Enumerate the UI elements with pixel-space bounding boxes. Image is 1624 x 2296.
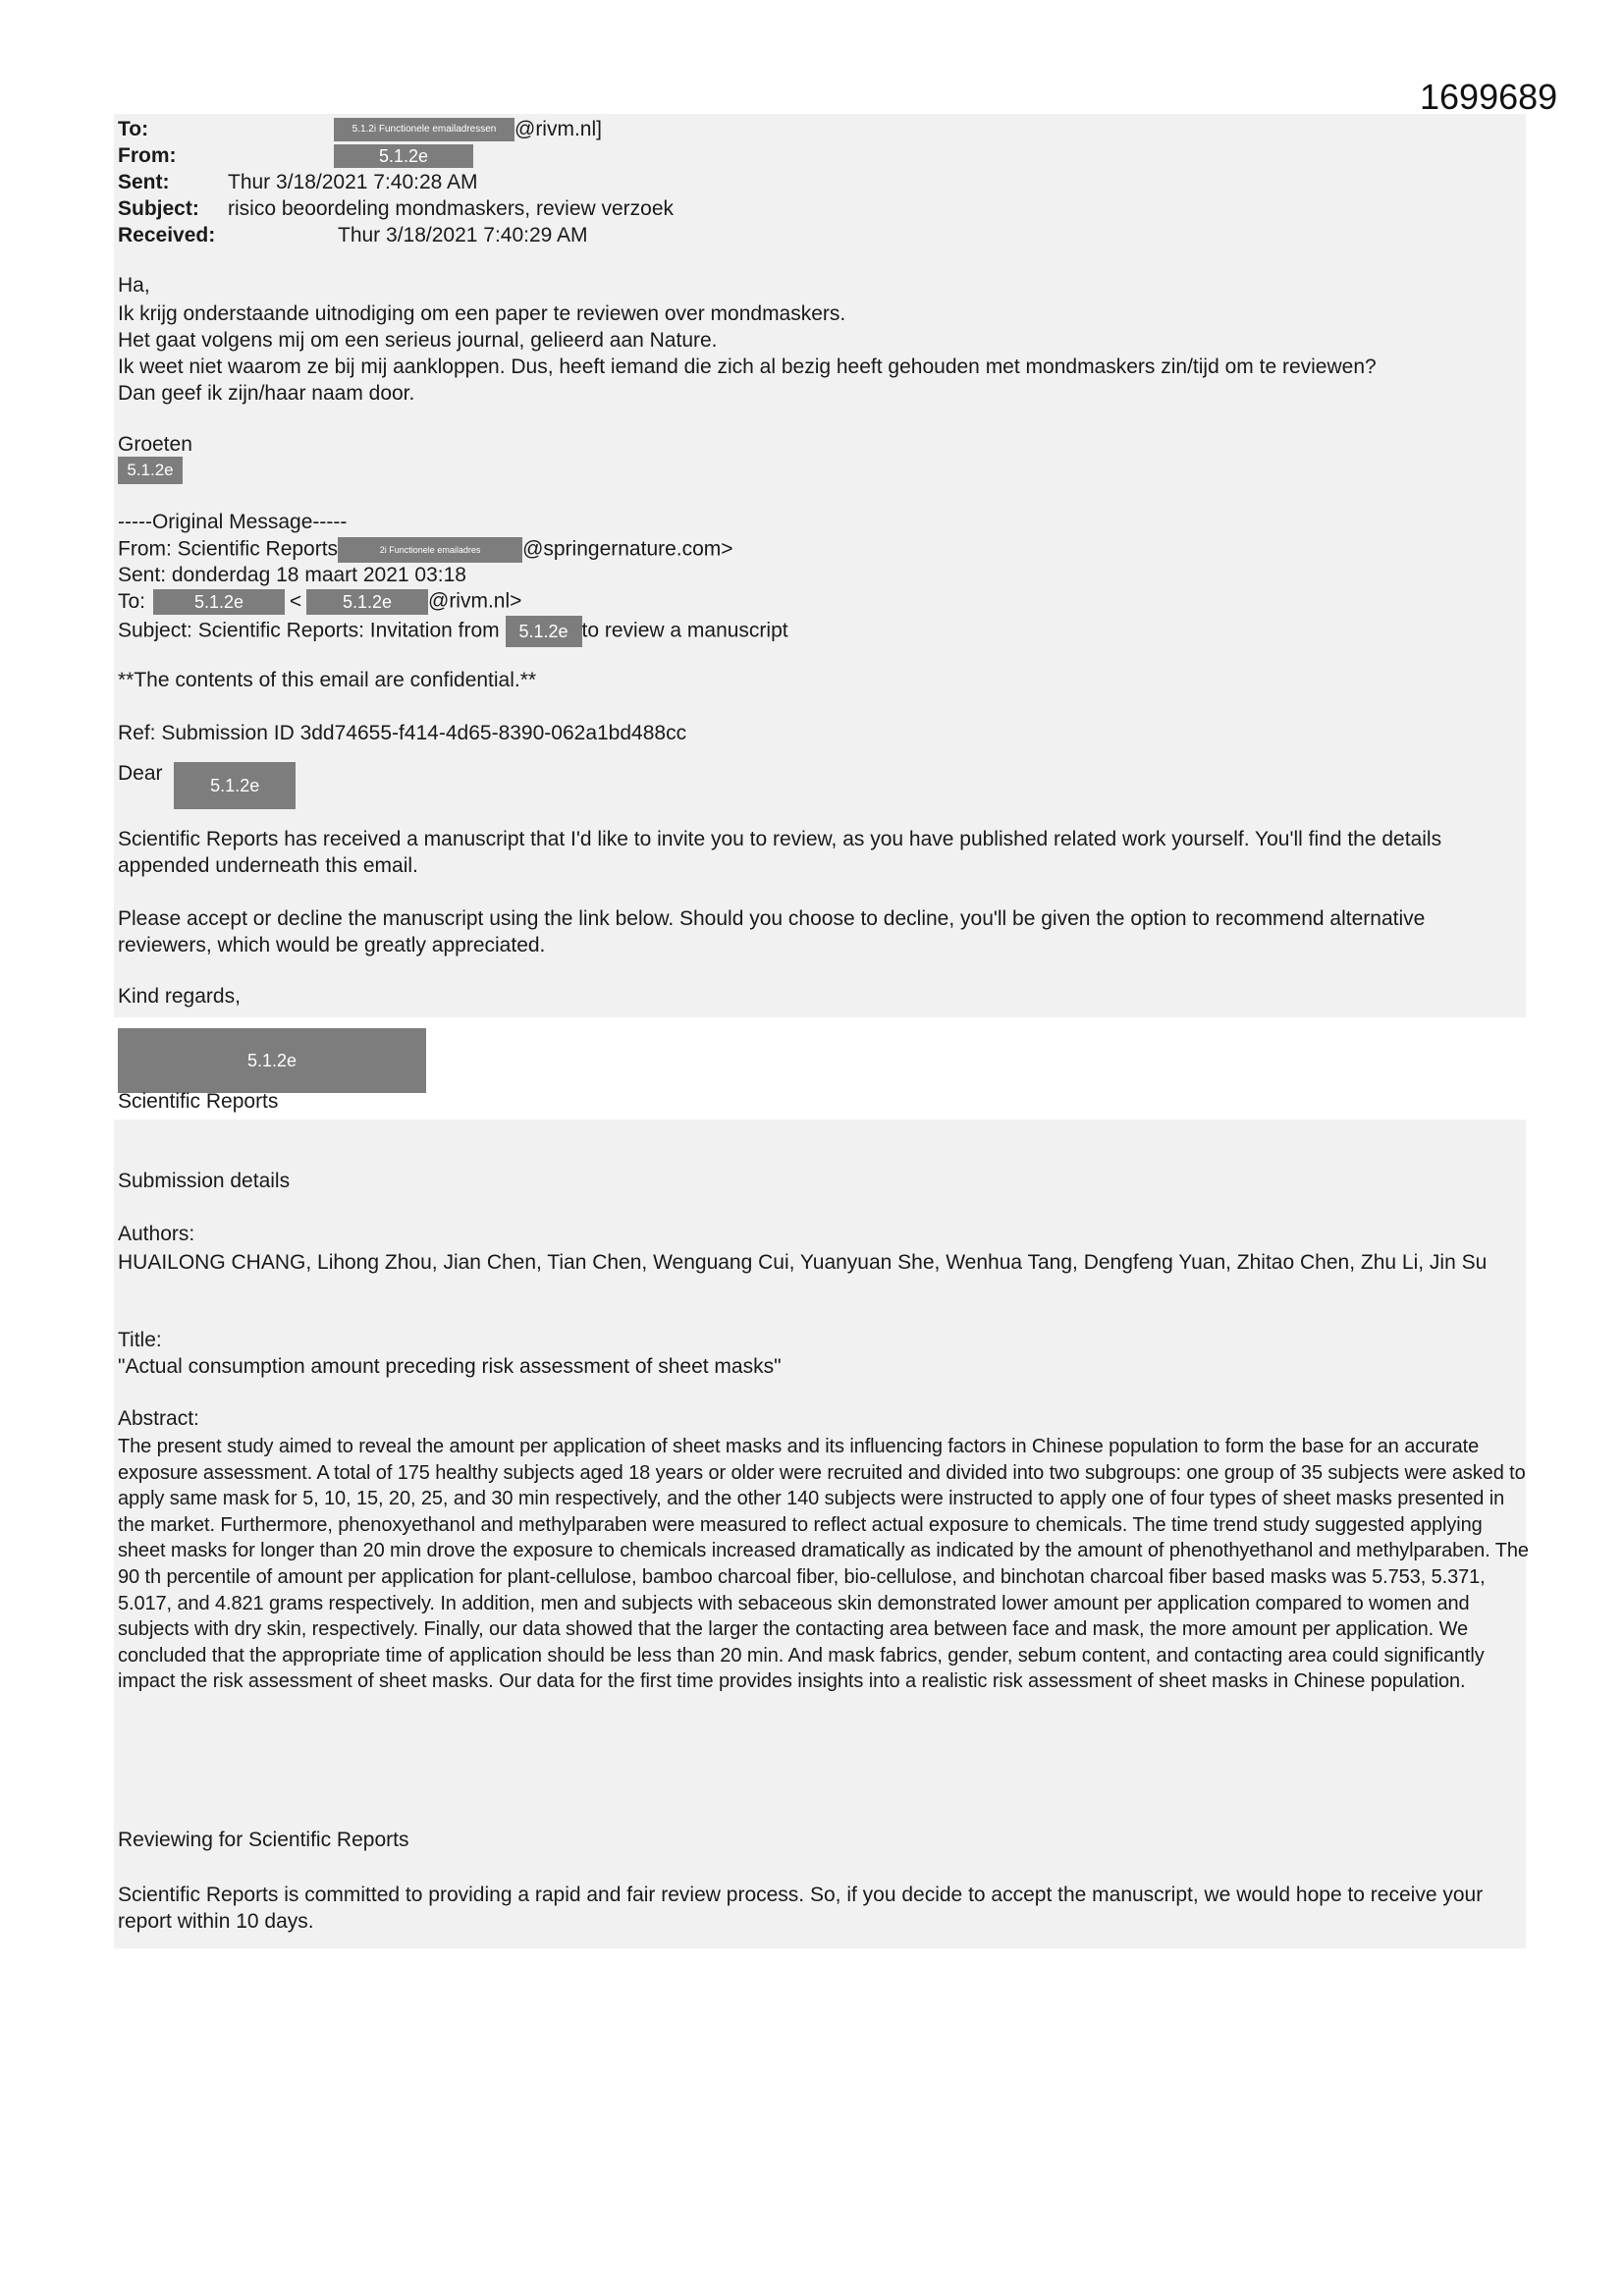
redaction-sender: 5.1.2e	[118, 1028, 426, 1093]
reviewing-text: Scientific Reports is committed to providing a rapid and fair review process. So, if you decide to accept the manuscript, we would hope to receive your report within 10 days.	[118, 1884, 1484, 1933]
email-header	[118, 116, 1100, 248]
original-from	[118, 537, 733, 563]
original-from-prefix: From: Scientific Reports	[118, 537, 339, 561]
body-line: Dan geef ik zijn/haar naam door.	[118, 382, 415, 405]
original-to-lt: <	[289, 589, 302, 613]
original-from-suffix: @springernature.com>	[522, 537, 733, 561]
header-from-row	[118, 142, 1100, 169]
salutation	[118, 762, 296, 809]
authors-list: HUAILONG CHANG, Lihong Zhou, Jian Chen, Tian Chen, Wenguang Cui, Yuanyuan She, Wenhua Tang, Dengfeng Yuan, Zhitao Chen, Zhu Li, Jin Su	[118, 1251, 1488, 1274]
body-line: Ik weet niet waarom ze bij mij aankloppen. Dus, heeft iemand die zich al bezig heeft gehouden met mondmaskers zin/tijd om te reviewen?	[118, 355, 1377, 378]
manuscript-title: "Actual consumption amount preceding risk assessment of sheet masks"	[118, 1355, 782, 1378]
redaction-signature: 5.1.2e	[118, 457, 183, 484]
original-subject	[118, 616, 788, 647]
letter-paragraph-2: Please accept or decline the manuscript using the link below. Should you choose to decline, you'll be given the option to recommend alternative reviewers, which would be greatly appreciated.	[118, 907, 1426, 957]
header-to-row	[118, 116, 1100, 142]
redaction-original-from: 2i Functionele emailadres	[338, 537, 522, 563]
redaction-original-subject: 5.1.2e	[506, 616, 582, 647]
body-text	[118, 301, 1532, 407]
header-sent-row	[118, 169, 1100, 195]
reviewing-heading: Reviewing for Scientific Reports	[118, 1829, 409, 1851]
original-to-prefix: To:	[118, 589, 146, 613]
to-suffix: @rivm.nl]	[514, 118, 602, 140]
original-sent: Sent: donderdag 18 maart 2021 03:18	[118, 564, 466, 586]
header-subject-row	[118, 195, 1100, 222]
title-label: Title:	[118, 1329, 162, 1351]
sent-value: Thur 3/18/2021 7:40:28 AM	[228, 171, 478, 193]
abstract-text: The present study aimed to reveal the amount per application of sheet masks and its influencing factors in Chinese population to form the base for an accurate exposure assessment. A total of 175 healthy subjects aged 18 years or older were recruited and divided into two subgroups: one group of 35 subjects were asked to apply same mask for 5, 10, 15, 20, 25, and 30 min respectively, and the other 140 subjects were instructed to apply one of four types of sheet masks presented in the market. Furthermore, phenoxyethanol and methylparaben were measured to reflect actual exposure to chemicals. The time trend study suggested applying sheet masks for longer than 20 min drove the exposure to chemicals increased dramatically as indicated by the amount of phenothyethanol and methylparaben. The 90 th percentile of amount per application for plant-cellulose, bamboo charcoal fiber, bio-cellulose, and binchotan charcoal fiber based masks was 5.753, 5.371, 5.017, and 4.821 grams respectively. In addition, men and subjects with sebaceous skin demonstrated lower amount per application compared to women and subjects with dry skin, respectively. Finally, our data showed that the larger the contacting area between face and mask, the more amount per application. We concluded that the appropriate time of application should be less than 20 min. And mask fabrics, gender, sebum content, and contacting area could significantly impact the risk assessment of sheet masks. Our data for the first time provides insights into a realistic risk assessment of sheet masks in Chinese population.	[118, 1436, 1529, 1693]
greeting: Ha,	[118, 274, 150, 297]
kind-regards: Kind regards,	[118, 985, 241, 1008]
received-value: Thur 3/18/2021 7:40:29 AM	[338, 224, 588, 246]
redaction-dear: 5.1.2e	[174, 762, 296, 809]
sender-org: Scientific Reports	[118, 1090, 279, 1113]
original-subject-prefix: Subject: Scientific Reports: Invitation from	[118, 619, 500, 642]
subject-label: Subject:	[118, 197, 199, 220]
redaction-original-to-2: 5.1.2e	[306, 589, 428, 615]
received-label: Received:	[118, 224, 216, 246]
closing: Groeten	[118, 433, 192, 456]
sent-label: Sent:	[118, 171, 170, 193]
dear-text: Dear	[118, 762, 163, 785]
redaction-to: 5.1.2i Functionele emailadressen	[334, 118, 514, 141]
original-to	[118, 589, 521, 615]
redaction-from: 5.1.2e	[334, 144, 473, 168]
document-id: 1699689	[1420, 77, 1558, 117]
to-label: To:	[118, 118, 149, 140]
abstract-label: Abstract:	[118, 1407, 199, 1430]
letter-paragraph-1: Scientific Reports has received a manuscript that I'd like to invite you to review, as you have published related work yourself. You'll find the details appended underneath this email.	[118, 828, 1442, 877]
original-to-suffix: @rivm.nl>	[428, 589, 522, 613]
subject-value: risico beoordeling mondmaskers, review verzoek	[228, 197, 675, 220]
body-line: Het gaat volgens mij om een serieus journal, gelieerd aan Nature.	[118, 329, 718, 352]
submission-heading: Submission details	[118, 1170, 291, 1192]
body-line: Ik krijg onderstaande uitnodiging om een paper te reviewen over mondmaskers.	[118, 302, 846, 325]
from-label: From:	[118, 144, 177, 167]
original-separator: -----Original Message-----	[118, 511, 348, 533]
redaction-original-to-1: 5.1.2e	[153, 589, 285, 615]
submission-ref: Ref: Submission ID 3dd74655-f414-4d65-8390-062a1bd488cc	[118, 722, 687, 744]
authors-label: Authors:	[118, 1223, 195, 1245]
original-subject-suffix: to review a manuscript	[581, 619, 788, 642]
header-received-row	[118, 222, 1100, 248]
confidential-notice: **The contents of this email are confidential.**	[118, 669, 537, 691]
